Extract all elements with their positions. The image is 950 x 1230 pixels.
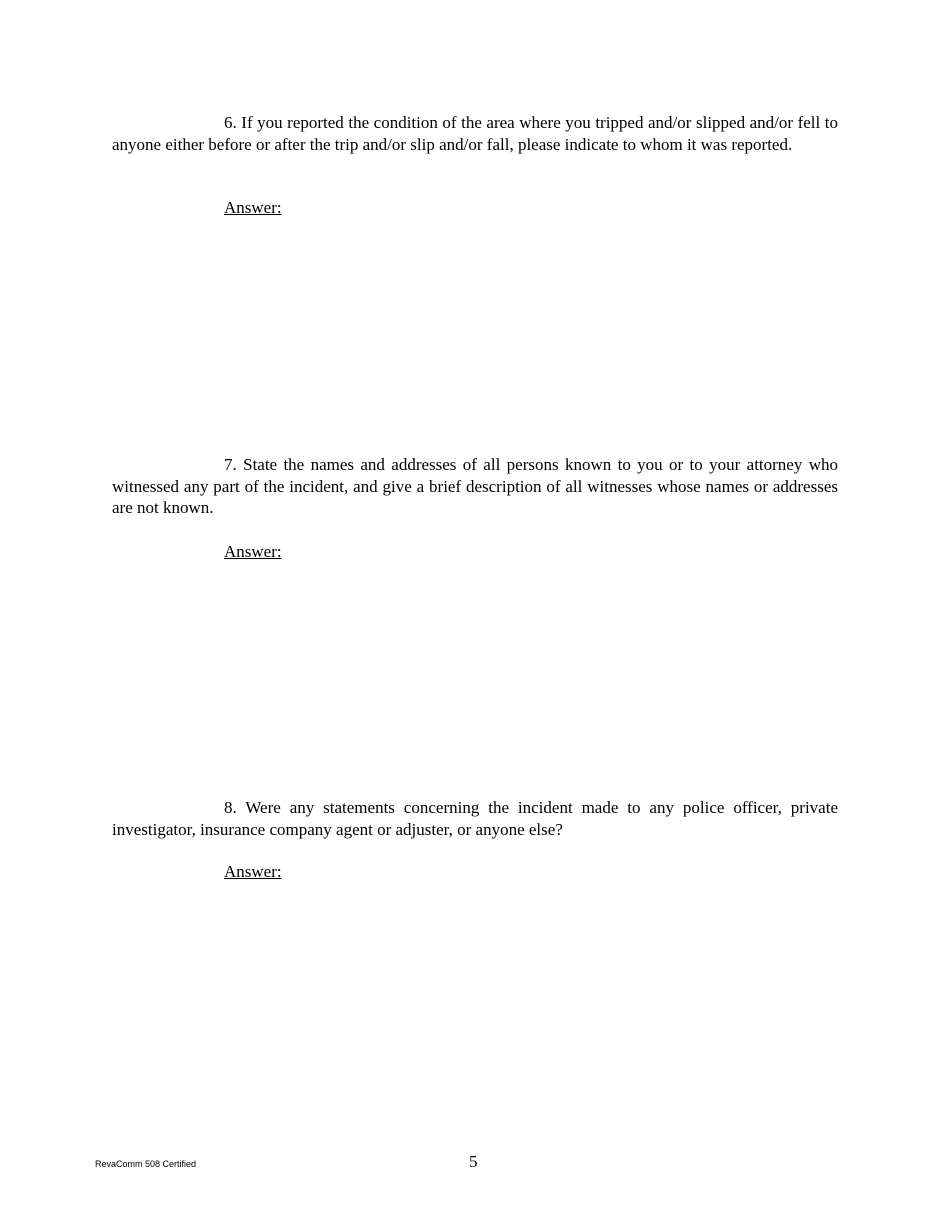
question-7-answer-label: Answer: <box>224 542 282 561</box>
footer-certification: RevaComm 508 Certified <box>95 1159 197 1169</box>
question-6-answer-label: Answer: <box>224 198 282 217</box>
question-7-text: 7. State the names and addresses of all persons known to you or to your attorney who witnessed any part of the incident, and give a brief description of all witnesses whose names or addresses are not known. <box>112 455 838 517</box>
page-number: 5 <box>469 1152 478 1171</box>
question-8-answer-label: Answer: <box>224 862 282 881</box>
question-8-text: 8. Were any statements concerning the incident made to any police officer, private investigator, insurance company agent or adjuster, or anyone else? <box>112 798 838 839</box>
question-6-text: 6. If you reported the condition of the area where you tripped and/or slipped and/or fell to anyone either before or after the trip and/or slip and/or fall, please indicate to whom it was reported. <box>112 113 838 154</box>
